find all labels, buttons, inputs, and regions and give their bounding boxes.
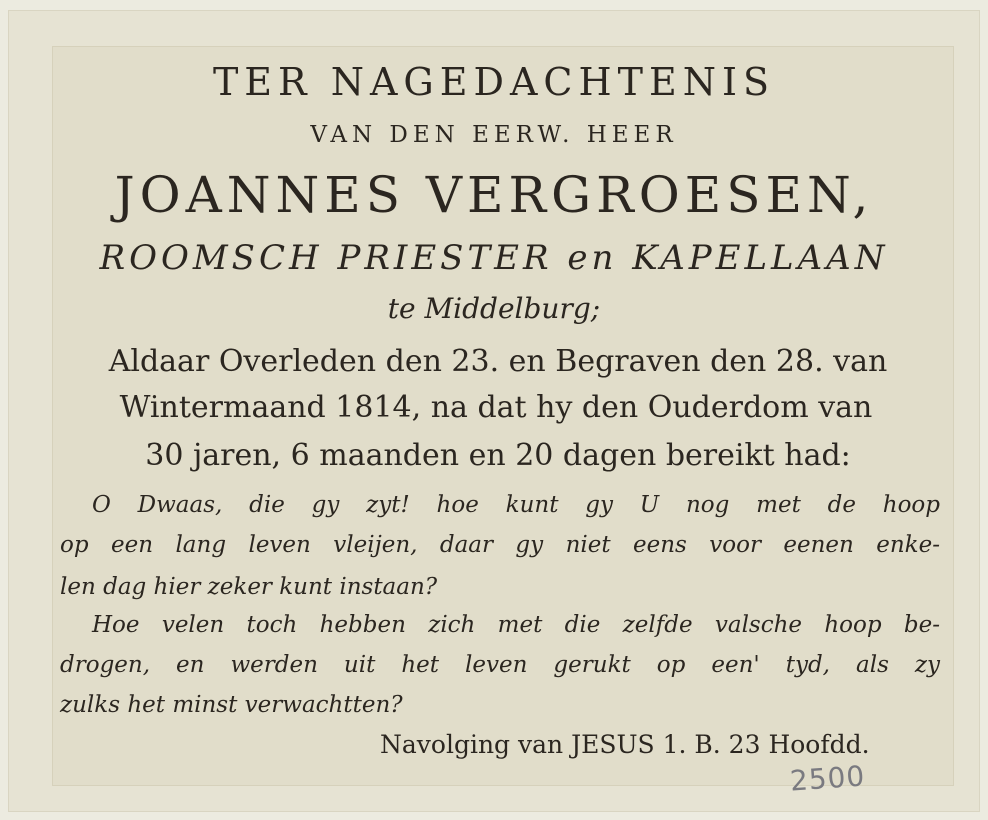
inventory-number: 2500 <box>788 759 867 798</box>
quote-line: len dag hier zeker kunt instaan? <box>60 574 438 600</box>
quote-source: Navolging van JESUS 1. B. 23 Hoofdd. <box>380 730 870 759</box>
title-line-1: TER NAGEDACHTENIS <box>212 60 776 104</box>
quote-line: Hoe velen toch hebben zich met die zelfde valsche hoop be- <box>92 612 940 638</box>
body-line: 30 jaren, 6 maanden en 20 dagen bereikt had: <box>145 438 851 473</box>
quote-line: drogen, en werden uit het leven gerukt op een' tyd, als zy <box>60 652 940 678</box>
quote-line: zulks het minst verwachtten? <box>60 692 403 718</box>
body-line: Aldaar Overleden den 23. en Begraven den 28. van <box>108 344 888 379</box>
title-line-2: VAN DEN EERW. HEER <box>310 122 678 148</box>
deceased-role: ROOMSCH PRIESTER en KAPELLAAN <box>99 238 889 278</box>
deceased-name: JOANNES VERGROESEN, <box>114 166 874 224</box>
quote-line: op een lang leven vleijen, daar gy niet eens voor eenen enke- <box>60 532 940 558</box>
quote-line: O Dwaas, die gy zyt! hoe kunt gy U nog met de hoop <box>92 492 940 518</box>
deceased-place: te Middelburg; <box>387 292 601 325</box>
body-line: Wintermaand 1814, na dat hy den Ouderdom van <box>119 390 873 425</box>
